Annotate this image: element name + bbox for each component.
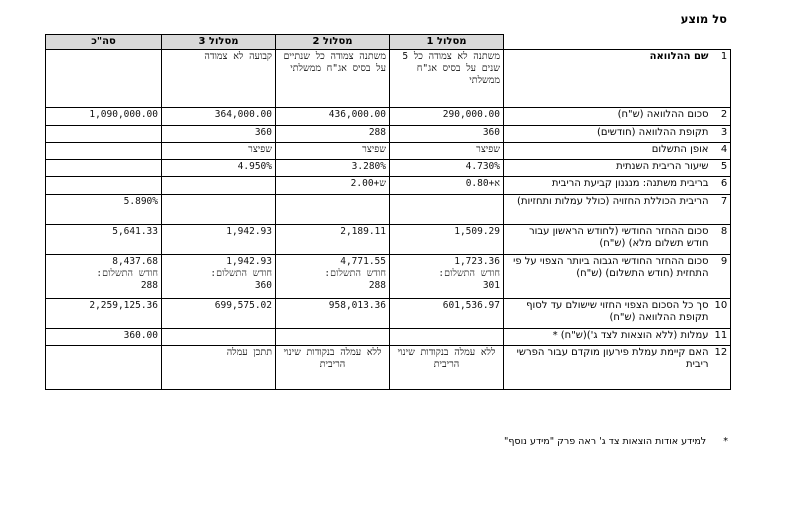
header-blank [504,35,712,50]
cell-route-1: שפיצר [390,143,504,160]
cell-total [46,126,162,143]
cell-total: 1,090,000.00 [46,108,162,126]
cell-route-1: 290,000.00 [390,108,504,126]
header-route-3: מסלול 3 [162,35,276,50]
cell-total: 360.00 [46,329,162,346]
row-label: עמלות (ללא הוצאות לצד ג')(ש"ח) * [504,329,712,346]
row-label: הריבית הכוללת החזויה (כולל עמלות ותחזיות) [504,195,712,225]
row-number: 11 [712,329,731,346]
cell-route-1-month: 301 [482,280,500,291]
header-blank-num [712,35,731,50]
row-number: 10 [712,299,731,329]
row-number: 9 [712,255,731,299]
cell-route-1: 360 [390,126,504,143]
row-label: סכום ההלוואה (ש"ח) [504,108,712,126]
table-row [46,255,731,299]
cell-route-3 [162,177,276,195]
table-row [46,329,731,346]
cell-route-1 [390,329,504,346]
cell-route-2 [276,329,390,346]
row-number: 8 [712,225,731,255]
row-label: האם קיימת עמלת פירעון מוקדם עבור הפרשי ריבית [504,346,712,390]
cell-total [46,255,162,299]
table-row [46,143,731,160]
cell-route-2-month-label: חודש התשלום: [324,268,386,279]
footnote-star: * [723,436,728,447]
footnote-text: למידע אודות הוצאות צד ג' ראה פרק "מידע נוסף" [503,436,707,447]
cell-total-month: 288 [140,280,158,291]
cell-route-1: 1,509.29 [390,225,504,255]
row-number: 7 [712,195,731,225]
row-label: תקופת ההלוואה (חודשים) [504,126,712,143]
row-number: 6 [712,177,731,195]
row-number: 5 [712,160,731,177]
cell-route-3: 1,942.93 [162,225,276,255]
loan-basket-table [45,34,731,390]
cell-route-2-amount: 4,771.55 [340,256,386,267]
cell-route-2: 3.280% [276,160,390,177]
footnote [504,436,728,447]
cell-route-3-month-label: חודש התשלום: [210,268,272,279]
row-number: 1 [712,50,731,108]
cell-route-1-amount: 1,723.36 [454,256,500,267]
cell-total: 5.890% [46,195,162,225]
cell-route-3 [162,329,276,346]
cell-total [46,50,162,108]
cell-route-1: משתנה לא צמודה כל 5 שנים על בסיס אג"ח ממשלתי [390,50,504,108]
table-row [46,108,731,126]
row-label: אופן התשלום [504,143,712,160]
cell-total [46,177,162,195]
cell-route-2: ש+2.00 [276,177,390,195]
row-number: 12 [712,346,731,390]
cell-route-2 [276,255,390,299]
row-label: בריבית משתנה: מנגנון קביעת הריבית [504,177,712,195]
cell-route-3: תתכן עמלה [162,346,276,390]
cell-route-3 [162,195,276,225]
cell-total-amount: 8,437.68 [112,256,158,267]
cell-route-3: קבועה לא צמודה [162,50,276,108]
row-label: סכום ההחזר החודשי (לחודש הראשון עבור חודש תשלום מלא) (ש"ח) [504,225,712,255]
header-route-2: מסלול 2 [276,35,390,50]
page-title: סל מוצע [680,12,727,26]
cell-route-3: 360 [162,126,276,143]
cell-route-3: שפיצר [162,143,276,160]
cell-route-2: 2,189.11 [276,225,390,255]
table-row [46,160,731,177]
cell-route-2: 436,000.00 [276,108,390,126]
cell-total [46,160,162,177]
table-row [46,346,731,390]
cell-route-2: ללא עמלה בנקודות שינוי הריבית [276,346,390,390]
cell-route-2 [276,195,390,225]
row-label: שם ההלוואה [504,50,712,108]
cell-route-1: ללא עמלה בנקודות שינוי הריבית [390,346,504,390]
header-row [46,35,731,50]
table-row [46,225,731,255]
row-label: שיעור הריבית השנתית [504,160,712,177]
table-row [46,50,731,108]
row-number: 2 [712,108,731,126]
cell-route-1: 4.730% [390,160,504,177]
cell-route-2: משתנה צמודה כל שנתיים על בסיס אג"ח ממשלתי [276,50,390,108]
cell-route-2-month: 288 [368,280,386,291]
cell-total: 2,259,125.36 [46,299,162,329]
cell-route-3-month: 360 [254,280,272,291]
row-number: 3 [712,126,731,143]
row-label: סכום ההחזר החודשי הגבוה ביותר הצפוי על פי התחזית (חודש התשלום) (ש"ח) [504,255,712,299]
cell-route-2: שפיצר [276,143,390,160]
cell-total: 5,641.33 [46,225,162,255]
cell-route-2: 288 [276,126,390,143]
cell-route-1: א+0.80 [390,177,504,195]
cell-route-3 [162,255,276,299]
table-row [46,195,731,225]
cell-route-3: 4.950% [162,160,276,177]
cell-route-1-month-label: חודש התשלום: [438,268,500,279]
cell-total [46,143,162,160]
cell-route-3: 364,000.00 [162,108,276,126]
cell-total-month-label: חודש התשלום: [96,268,158,279]
table-row [46,126,731,143]
cell-route-1: 601,536.97 [390,299,504,329]
cell-total [46,346,162,390]
cell-route-3-amount: 1,942.93 [226,256,272,267]
cell-route-2: 958,013.36 [276,299,390,329]
cell-route-1 [390,195,504,225]
header-total: סה"כ [46,35,162,50]
table-row [46,299,731,329]
table-row [46,177,731,195]
cell-route-3: 699,575.02 [162,299,276,329]
cell-route-1 [390,255,504,299]
row-number: 4 [712,143,731,160]
header-route-1: מסלול 1 [390,35,504,50]
row-label: סך כל הסכום הצפוי החזוי שישולם עד לסוף תקופת ההלוואה (ש"ח) [504,299,712,329]
